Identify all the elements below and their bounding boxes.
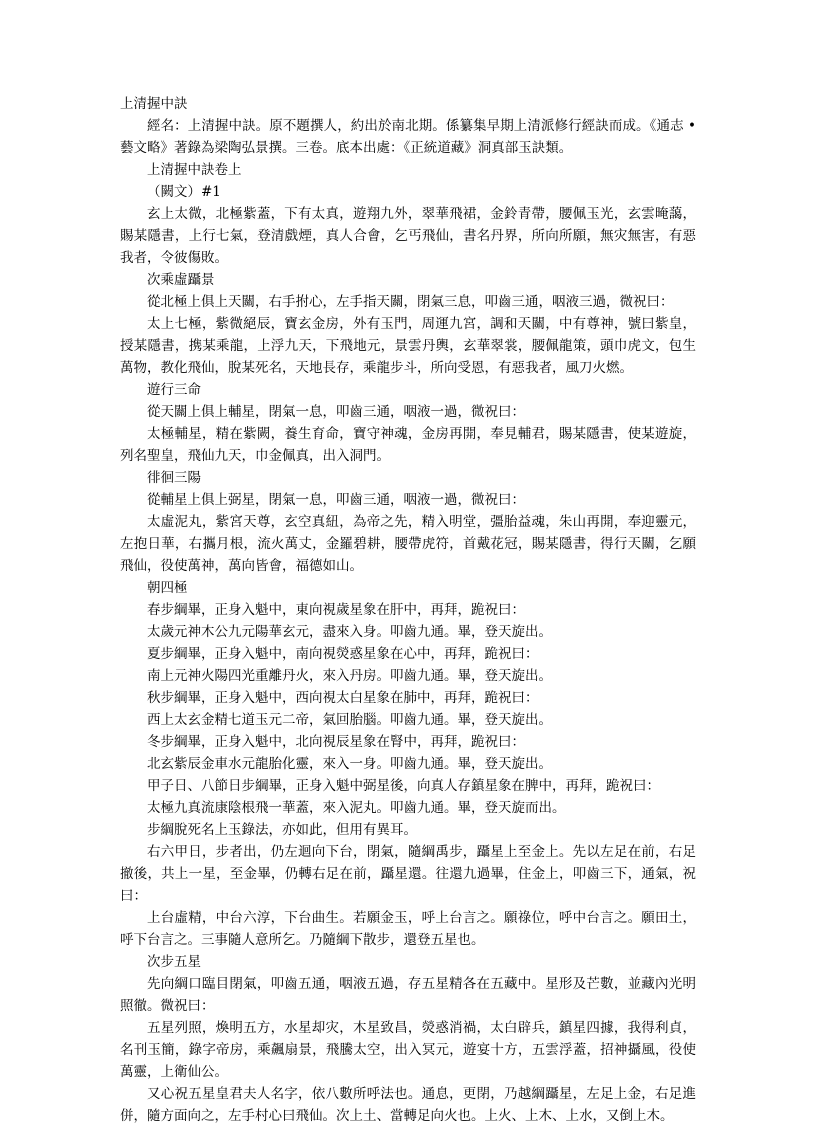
volume-heading: 上清握中訣卷上 [147, 162, 242, 178]
paragraph: 夏步綱畢，正身入魁中，南向視熒惑星象在心中，再拜，跪祝曰： [147, 646, 539, 662]
paragraph: 玄上太微，北極紫蓋，下有太真，遊翔九外，翠華飛裙，金鈴青帶，腰佩玉光，玄雲晻藹，賜某隱書，上行七氣，登清戲煙，真人合會，乞丐飛仙，書名丹界，所向所願，無灾無害，有惡我者，令彼傷敗。 [120, 206, 696, 266]
section-heading: 徘徊三陽 [147, 470, 201, 486]
paragraph: 又心祝五星皇君夫人名字，依八數所呼法也。通息，更閉，乃越綱躡星，左足上金，右足進併，隨方面向之，左手村心曰飛仙。次上土、當轉足向火也。上火、上木、上水，又倒上木。 [120, 1086, 696, 1124]
paragraph: 從北極上俱上天關，右手拊心，左手指天關，閉氣三息，叩齒三通，咽液三過，微祝曰： [147, 294, 674, 310]
paragraph: 步綱脫死名上玉錄法，亦如此，但用有異耳。 [147, 822, 417, 838]
paragraph: 西上太玄金精七道玉元二帝，氣回胎腦。叩齒九通。畢，登天旋出。 [147, 712, 552, 728]
section-heading: 遊行三命 [147, 382, 201, 398]
section-heading: 朝四極 [147, 580, 188, 596]
paragraph: 南上元神火陽四光重離丹火，來入丹房。叩齒九通。畢，登天旋出。 [147, 668, 552, 684]
paragraph: 右六甲日，步者出，仍左迴向下台，閉氣，隨綱禹步，躡星上至金上。先以左足在前，右足撤後，共上一星，至金畢，仍轉右足在前，躡星還。往還九過畢，住金上，叩齒三下，通氣，祝曰： [120, 844, 696, 904]
paragraph: 冬步綱畢，正身入魁中，北向視辰星象在腎中，再拜，跪祝曰： [147, 734, 525, 750]
document-title: 上清握中訣 [120, 96, 188, 112]
document-page [120, 93, 696, 1127]
paragraph: 北玄紫辰金車水元龍胎化靈，來入一身。叩齒九通。畢，登天旋出。 [147, 756, 552, 772]
section-heading: 次乘虛躡景 [147, 272, 215, 288]
paragraph: 先向綱口臨目閉氣，叩齒五通，咽液五過，存五星精各在五藏中。星形及芒數，並藏內光明照徹。微祝曰： [120, 976, 696, 1014]
paragraph: 五星列照，煥明五方，水星却灾，木星致昌，熒惑消禍，太白辟兵，鎮星四據，我得利貞，名刊玉簡，錄字帝房，乘飆扇景，飛騰太空，出入冥元，遊宴十方，五雲浮蓋，招神攝風，役使萬靈，上衛仙公。 [120, 1020, 696, 1080]
paragraph: 春步綱畢，正身入魁中，東向視歲星象在肝中，再拜，跪祝曰： [147, 602, 525, 618]
paragraph: 上台虛精，中台六淳，下台曲生。若願金玉，呼上台言之。願祿位，呼中台言之。願田土，呼下台言之。三事隨人意所乞。乃隨綱下散步，還登五星也。 [120, 910, 696, 948]
paragraph: 太極輔星，精在紫闕，養生育命，寶守神魂，金房再開，奉見輔君，賜某隱書，使某遊旋，列名聖皇，飛仙九天，巾金佩真，出入洞門。 [120, 426, 696, 464]
paragraph: 太歲元神木公九元陽華玄元，盡來入身。叩齒九通。畢，登天旋出。 [147, 624, 552, 640]
section-heading: 次步五星 [147, 954, 201, 970]
paragraph: 從天關上俱上輔星，閉氣一息，叩齒三通，咽液一過，微祝曰： [147, 404, 525, 420]
paragraph: 太極九真流康陰根飛一華蓋，來入泥丸。叩齒九通。畢，登天旋而出。 [147, 800, 566, 816]
paragraph: 秋步綱畢，正身入魁中，西向視太白星象在肺中，再拜，跪祝曰： [147, 690, 539, 706]
missing-text-note: （闕文）#1 [147, 184, 221, 200]
paragraph: 太上七極，紫微絕辰，寶玄金房，外有玉門，周運九宮，調和天關，中有尊神，號曰紫皇，授某隱書，携某乘龍，上浮九天，下飛地元，景雲丹輿，玄華翠裳，腰佩龍策，頭巾虎文，包生萬物，教化飛仙，脫某死名，天地長存，乘龍步斗，所向受恩，有惡我者，風刀火燃。 [120, 316, 696, 376]
paragraph-intro: 經名：上清握中訣。原不題撰人，約出於南北期。係纂集早期上清派修行經訣而成。《通志 •藝文略》著錄為梁陶弘景撰。三卷。底本出處：《正統道藏》洞真部玉訣類。 [120, 118, 696, 156]
paragraph: 太虛泥丸，紫宮天尊，玄空真紐，為帝之先，精入明堂，彊胎益魂，朱山再開，奉迎靈元，左抱日華，右攜月根，流火萬丈，金羅碧耕，腰帶虎符，首戴花冠，賜某隱書，得行天關，乞願飛仙，役使萬神，萬向皆會，福德如山。 [120, 514, 696, 574]
paragraph: 從輔星上俱上弼星，閉氣一息，叩齒三通，咽液一過，微祝曰： [147, 492, 525, 508]
paragraph: 甲子日、八節日步綱畢，正身入魁中弼星後，向真人存鎮星象在脾中，再拜，跪祝曰： [147, 778, 660, 794]
